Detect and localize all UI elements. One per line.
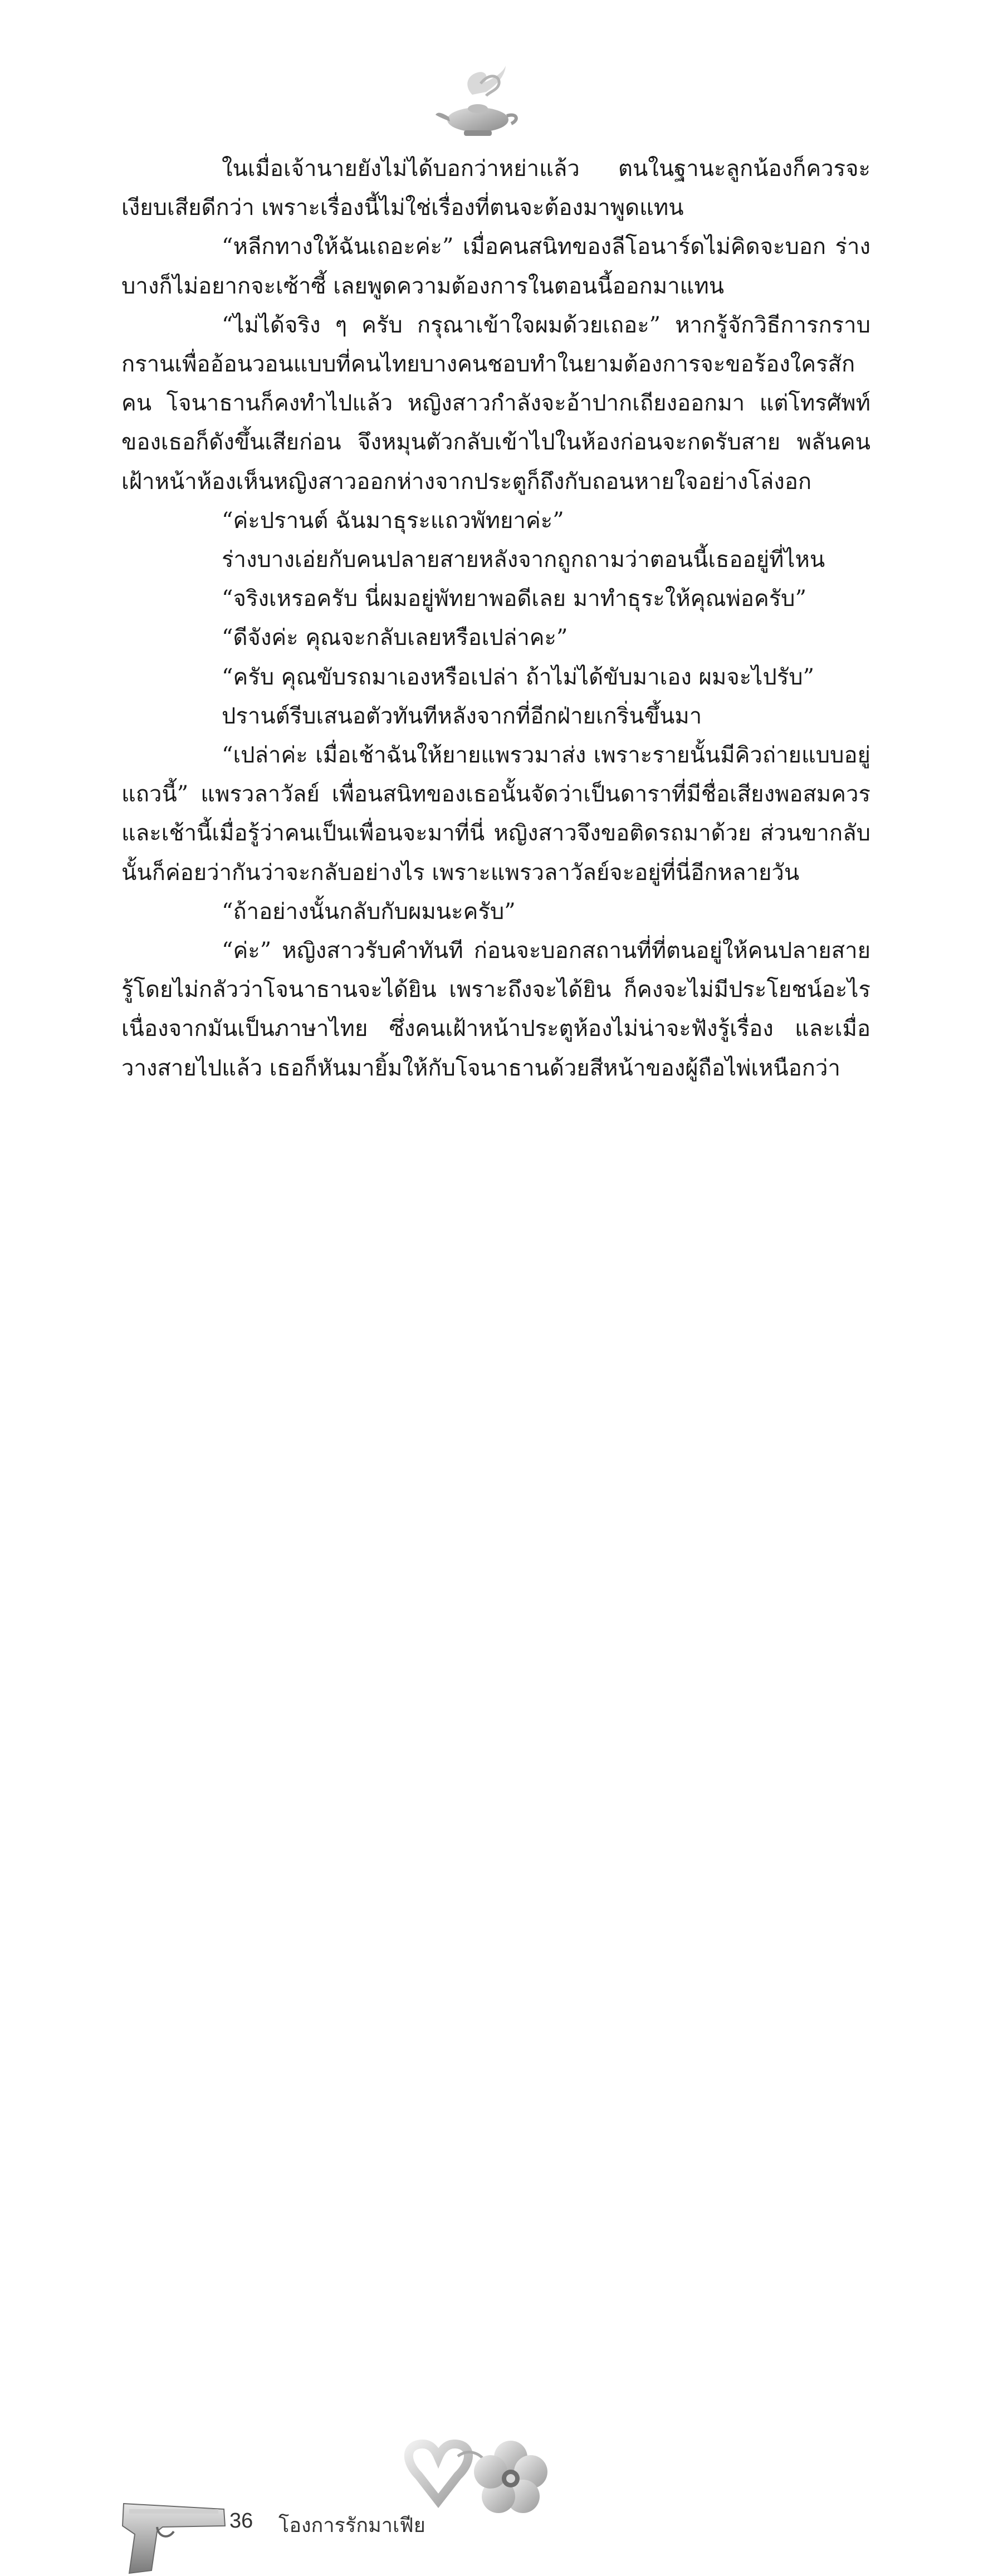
page-footer bbox=[0, 1214, 993, 2537]
paragraph: “ไม่ได้จริง ๆ ครับ กรุณาเข้าใจผมด้วยเถอะ” หากรู้จักวิธีการกราบกรานเพื่ออ้อนวอนแบบที่คนไทยบางคนชอบทำในยามต้องการจะขอร้องใครสักคน โจนาธานก็คงทำไปแล้ว หญิงสาวกำลังจะอ้าปากเถียงออกมา แต่โทรศัพท์ของเธอก็ดังขึ้นเสียก่อน จึงหมุนตัวกลับเข้าไปในห้องก่อนจะกดรับสาย พลันคนเฝ้าหน้าห้องเห็นหญิงสาวออกห่างจากประตูก็ถึงกับถอนหายใจอย่างโล่งอก bbox=[121, 312, 870, 495]
paragraph: “จริงเหรอครับ นี่ผมอยู่พัทยาพอดีเลย มาทำธุระให้คุณพ่อครับ” bbox=[222, 586, 807, 612]
paragraph: ร่างบางเอ่ยกับคนปลายสายหลังจากถูกถามว่าตอนนี้เธออยู่ที่ไหน bbox=[222, 547, 825, 573]
paragraph: “ถ้าอย่างนั้นกลับกับผมนะครับ” bbox=[222, 898, 516, 925]
paragraph: “ค่ะ” หญิงสาวรับคำทันที ก่อนจะบอกสถานที่ที่ตนอยู่ให้คนปลายสายรู้โดยไม่กลัวว่าโจนาธานจะได้ยิน เพราะถึงจะได้ยิน ก็คงจะไม่มีประโยชน์อะไร เนื่องจากมันเป็นภาษาไทย ซึ่งคนเฝ้าหน้าประตูห้องไม่น่าจะฟังรู้เรื่อง และเมื่อวางสายไปแล้ว เธอก็หันมายิ้มให้กับโจนาธานด้วยสีหน้าของผู้ถือไพ่เหนือกว่า bbox=[121, 938, 870, 1081]
paragraph: ปรานต์รีบเสนอตัวทันทีหลังจากที่อีกฝ่ายเกริ่นขึ้นมา bbox=[222, 703, 702, 729]
body-text bbox=[121, 149, 870, 1088]
book-title: โองการรักมาเฟีย bbox=[278, 2514, 425, 2537]
heart-flower-keychain-icon bbox=[397, 2423, 564, 2545]
paragraph: “ดีจังค่ะ คุณจะกลับเลยหรือเปล่าคะ” bbox=[222, 625, 568, 651]
paragraph: “ค่ะปรานต์ ฉันมาธุระแถวพัทยาค่ะ” bbox=[222, 507, 564, 534]
paragraph: ในเมื่อเจ้านายยังไม่ได้บอกว่าหย่าแล้ว ตนในฐานะลูกน้องก็ควรจะเงียบเสียดีกว่า เพราะเรื่องนี้ไม่ใช่เรื่องที่ตนจะต้องมาพูดแทน bbox=[121, 156, 870, 221]
paragraph: “ครับ คุณขับรถมาเองหรือเปล่า ถ้าไม่ได้ขับมาเอง ผมจะไปรับ” bbox=[222, 664, 815, 690]
page-number: 36 bbox=[229, 2509, 253, 2533]
paragraph: “หลีกทางให้ฉันเถอะค่ะ” เมื่อคนสนิทของลีโอนาร์ดไม่คิดจะบอก ร่างบางก็ไม่อยากจะเซ้าซี้ เลยพูดความต้องการในตอนนี้ออกมาแทน bbox=[121, 234, 870, 299]
paragraph: “เปล่าค่ะ เมื่อเช้าฉันให้ยายแพรวมาส่ง เพราะรายนั้นมีคิวถ่ายแบบอยู่แถวนี้” แพรวลาวัลย์ เพื่อนสนิทของเธอนั้นจัดว่าเป็นดาราที่มีชื่อเสียงพอสมควร และเช้านี้เมื่อรู้ว่าคนเป็นเพื่อนจะมาที่นี่ หญิงสาวจึงขอติดรถมาด้วย ส่วนขากลับนั้นก็ค่อยว่ากันว่าจะกลับอย่างไร เพราะแพรวลาวัลย์จะอยู่ที่นี่อีกหลายวัน bbox=[121, 742, 870, 886]
gun-icon bbox=[118, 2492, 229, 2576]
genie-lamp-icon bbox=[433, 61, 522, 145]
